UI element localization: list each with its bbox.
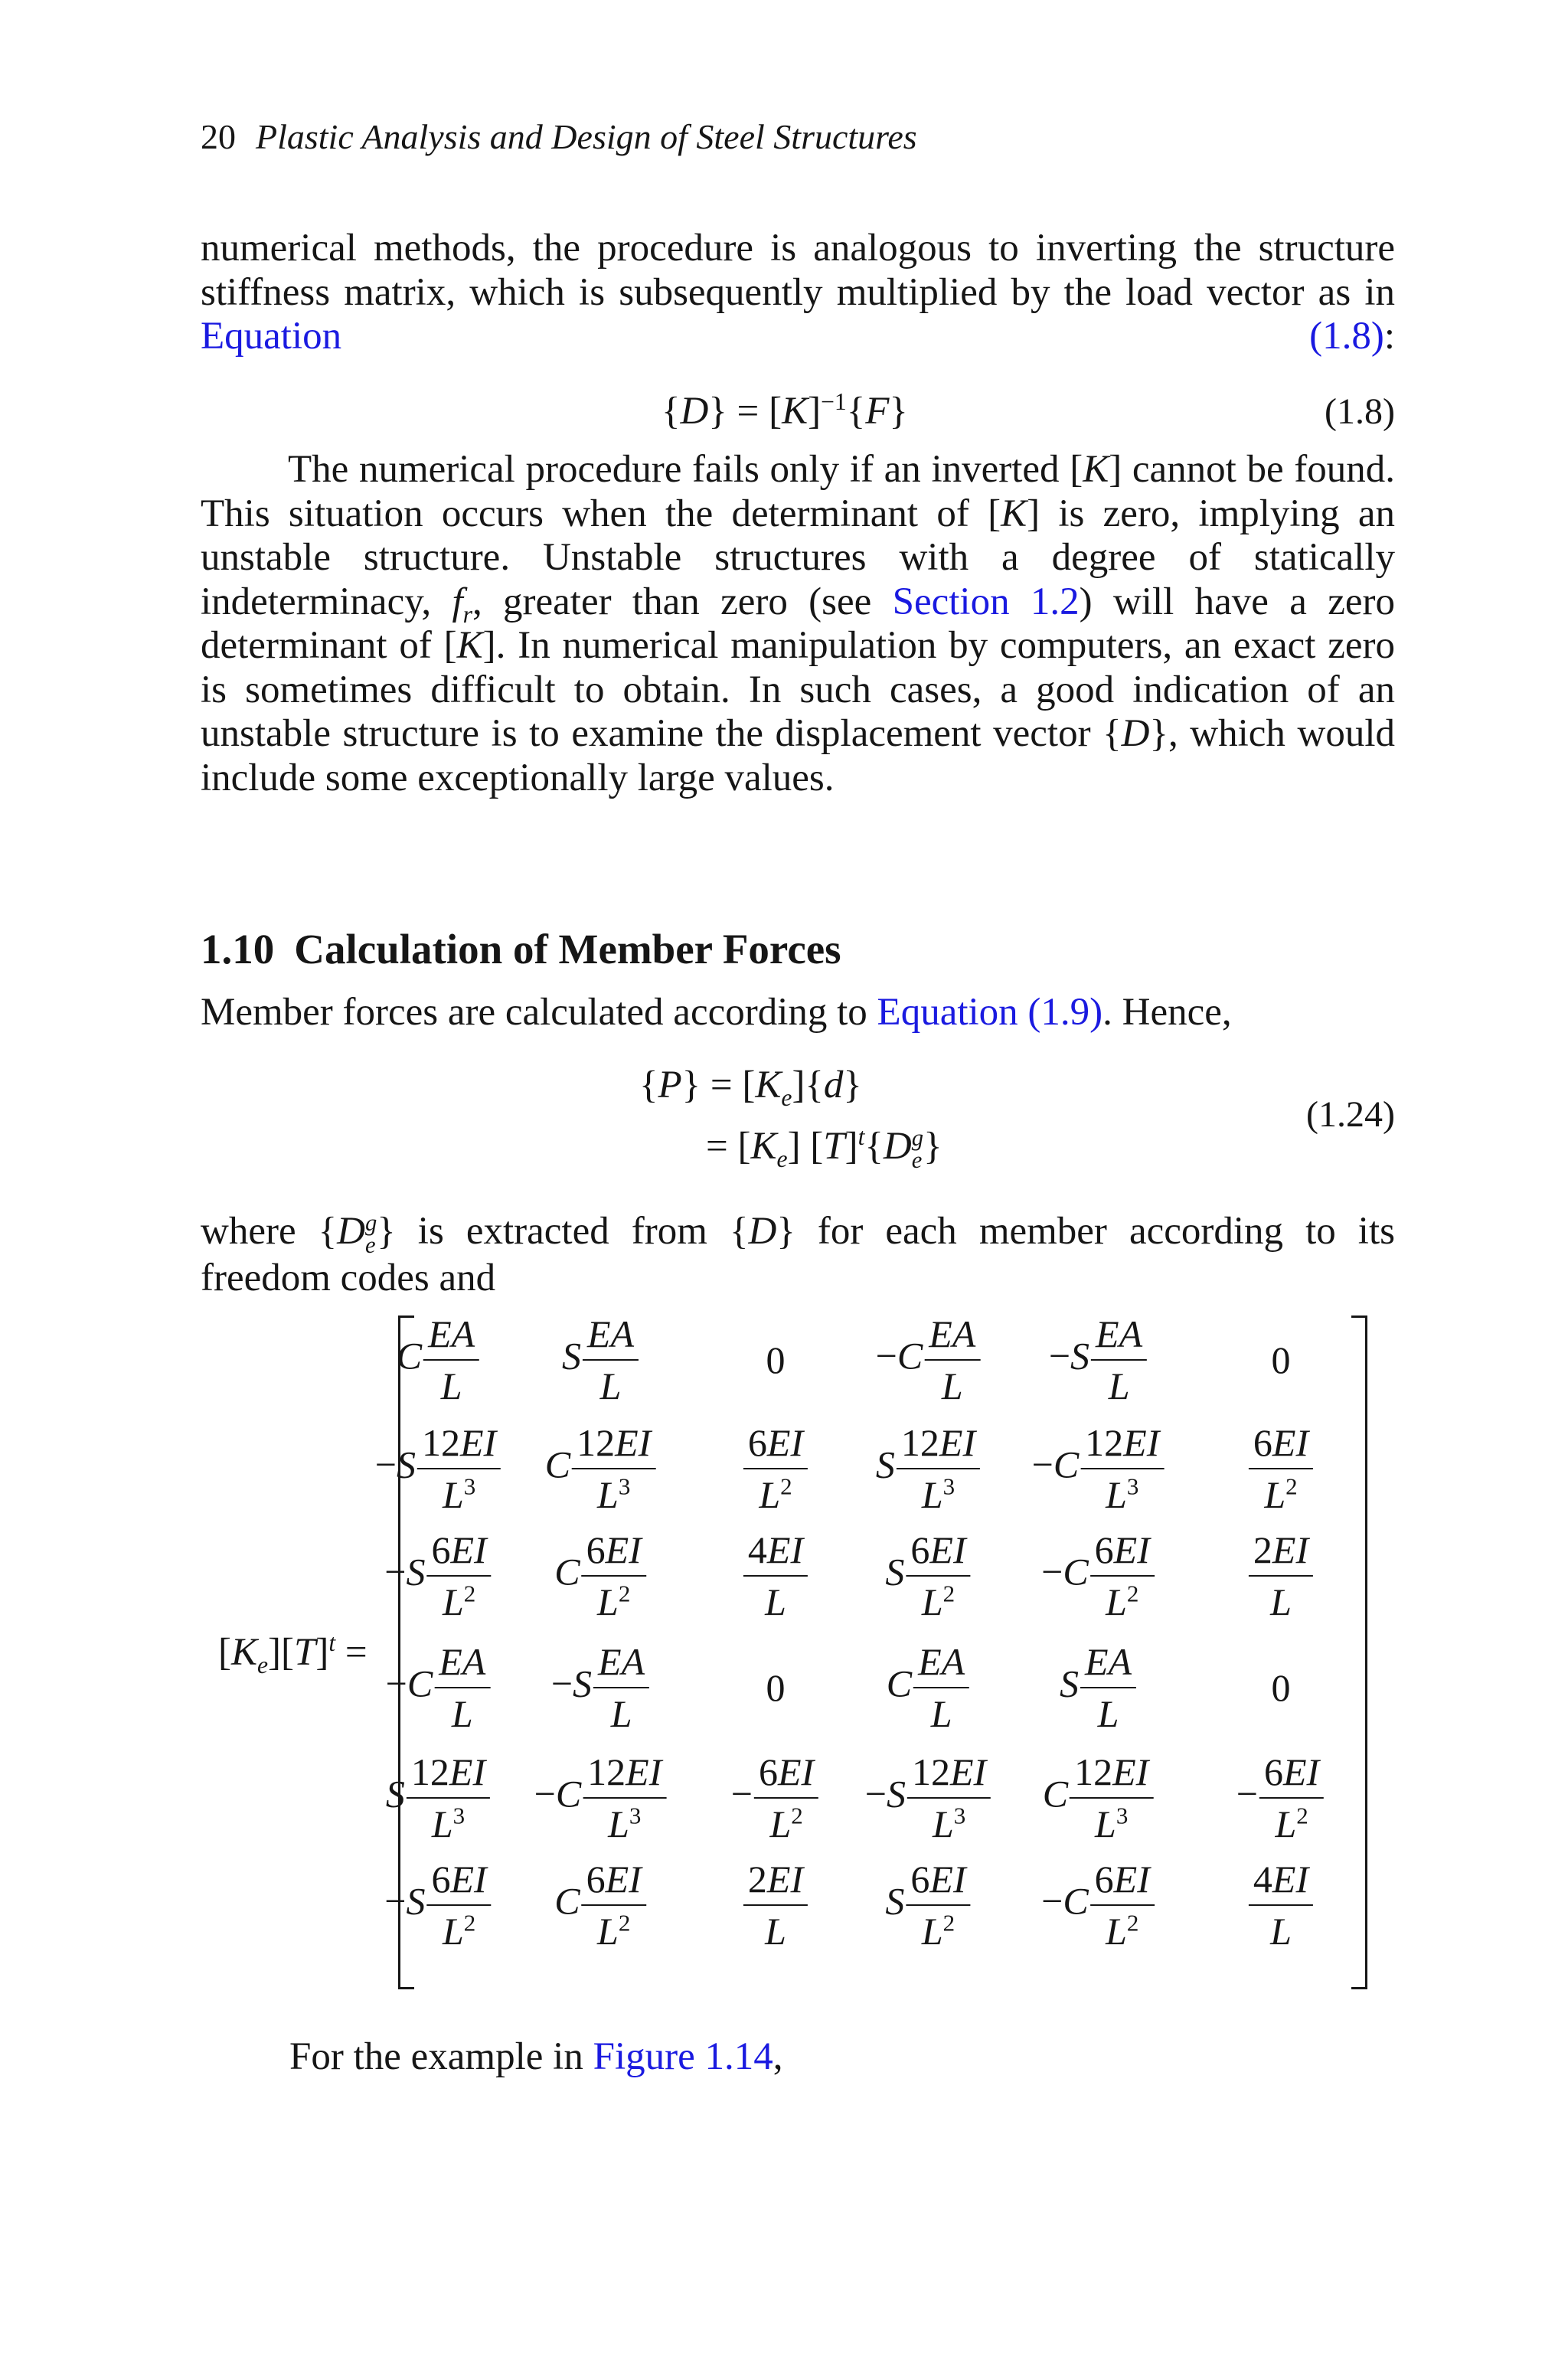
matrix-cell: $\frac{4EI}{L}$ <box>742 1528 809 1624</box>
equation-number-1-24: (1.24) <box>1306 1094 1395 1135</box>
equation-number-1-8: (1.8) <box>1325 391 1395 432</box>
equation-1-24-line-1: $\{P\} = [K_e]\{d\}$ <box>639 1064 862 1112</box>
matrix-cell: S $\frac{12EI}{L^3}$ <box>386 1750 492 1846</box>
matrix-cell: −C $\frac{EA}{L}$ <box>386 1639 492 1736</box>
matrix-cell: −S $\frac{12EI}{L^3}$ <box>375 1420 502 1517</box>
figure-1-14-link[interactable]: Figure 1.14 <box>593 2035 773 2078</box>
section-1-2-link[interactable]: Section 1.2 <box>892 580 1080 623</box>
book-title: Plastic Analysis and Design of Steel Structures <box>256 117 917 156</box>
paragraph-intro: numerical methods, the procedure is analogous to inverting the structure stiffness matrix, which is subsequently multiplied by the load vector as in Equation (1.8): <box>201 227 1395 358</box>
section-number: 1.10 <box>201 926 275 972</box>
matrix-cell: C $\frac{EA}{L}$ <box>397 1312 481 1408</box>
matrix-cell: −S $\frac{6EI}{L^2}$ <box>384 1857 492 1953</box>
equation-1-8: $\{D\} = [K]^{-1}\{F\}$ <box>662 388 908 433</box>
paragraph-unstable: The numerical procedure fails only if an inverted [K] cannot be found. This situation occurs when the determinant of [K] is zero, implying an unstable structure. Unstable structures with a degree of statically indeterminacy, $f_r$, greater than zero (see Section 1.2) will have a zero determinant of [K]. In numerical manipulation by computers, an exact zero is sometimes difficult to obtain. In such cases, a good indication of an unstable structure is to examine the displacement vector {D}, which would include some exceptionally large values. <box>201 448 1395 799</box>
matrix-cell: $\frac{2EI}{L}$ <box>742 1857 809 1953</box>
equation-1-8-link[interactable]: Equation (1.8) <box>201 315 1384 358</box>
matrix-lhs: $[K_e][T]^t$ = <box>218 1629 368 1679</box>
matrix-cell: $\frac{6EI}{L^2}$ <box>742 1420 809 1517</box>
transformed-stiffness-matrix <box>374 1312 1367 1989</box>
section-title: Calculation of Member Forces <box>294 926 841 972</box>
matrix-cell: −C $\frac{EA}{L}$ <box>876 1312 982 1408</box>
matrix-cell: C $\frac{12EI}{L^3}$ <box>1043 1750 1155 1846</box>
matrix-cell: C $\frac{12EI}{L^3}$ <box>545 1420 658 1517</box>
paragraph-member-forces: Member forces are calculated according to Equation (1.9). Hence, <box>201 991 1232 1034</box>
matrix-cell: 0 <box>766 1338 786 1381</box>
matrix-cell: C $\frac{EA}{L}$ <box>887 1639 971 1736</box>
matrix-cell: S $\frac{EA}{L}$ <box>562 1312 640 1408</box>
page-number: 20 <box>201 117 236 156</box>
matrix-cell: −C $\frac{6EI}{L^2}$ <box>1041 1528 1156 1624</box>
matrix-cell: $\frac{4EI}{L}$ <box>1247 1857 1315 1953</box>
matrix-cell: −C $\frac{6EI}{L^2}$ <box>1041 1857 1156 1953</box>
matrix-cell: −S $\frac{6EI}{L^2}$ <box>384 1528 492 1624</box>
matrix-cell: −S $\frac{12EI}{L^3}$ <box>865 1750 992 1846</box>
matrix-cell: C $\frac{6EI}{L^2}$ <box>554 1528 648 1624</box>
matrix-cell: 0 <box>1271 1666 1291 1709</box>
matrix-cell: C $\frac{6EI}{L^2}$ <box>554 1857 648 1953</box>
matrix-cell: S $\frac{EA}{L}$ <box>1060 1639 1138 1736</box>
paragraph-where: where {D g e } is extracted from {D} for each member according to its freedom codes and <box>201 1210 1395 1300</box>
matrix-cell: 0 <box>1271 1338 1291 1381</box>
matrix-cell: −C $\frac{12EI}{L^3}$ <box>534 1750 668 1846</box>
running-header <box>201 116 917 157</box>
matrix-cell: S $\frac{12EI}{L^3}$ <box>876 1420 982 1517</box>
matrix-cell: −S $\frac{EA}{L}$ <box>551 1639 651 1736</box>
matrix-cell: − $\frac{6EI}{L^2}$ <box>731 1750 820 1846</box>
matrix-cell: S $\frac{6EI}{L^2}$ <box>885 1528 972 1624</box>
equation-1-9-link[interactable]: Equation (1.9) <box>877 991 1103 1034</box>
matrix-cell: $\frac{6EI}{L^2}$ <box>1247 1420 1315 1517</box>
matrix-cell: S $\frac{6EI}{L^2}$ <box>885 1857 972 1953</box>
matrix-cell: 0 <box>766 1666 786 1709</box>
matrix-cell: $\frac{2EI}{L}$ <box>1247 1528 1315 1624</box>
matrix-cell: − $\frac{6EI}{L^2}$ <box>1236 1750 1325 1846</box>
section-heading <box>201 925 841 973</box>
equation-1-24-line-2: = $[K_e]$ $[T]^t\{D$ g e } <box>706 1123 942 1174</box>
paragraph-example: For the example in Figure 1.14, <box>289 2035 783 2078</box>
matrix-cell: −C $\frac{12EI}{L^3}$ <box>1032 1420 1166 1517</box>
matrix-cell: −S $\frac{EA}{L}$ <box>1049 1312 1148 1408</box>
